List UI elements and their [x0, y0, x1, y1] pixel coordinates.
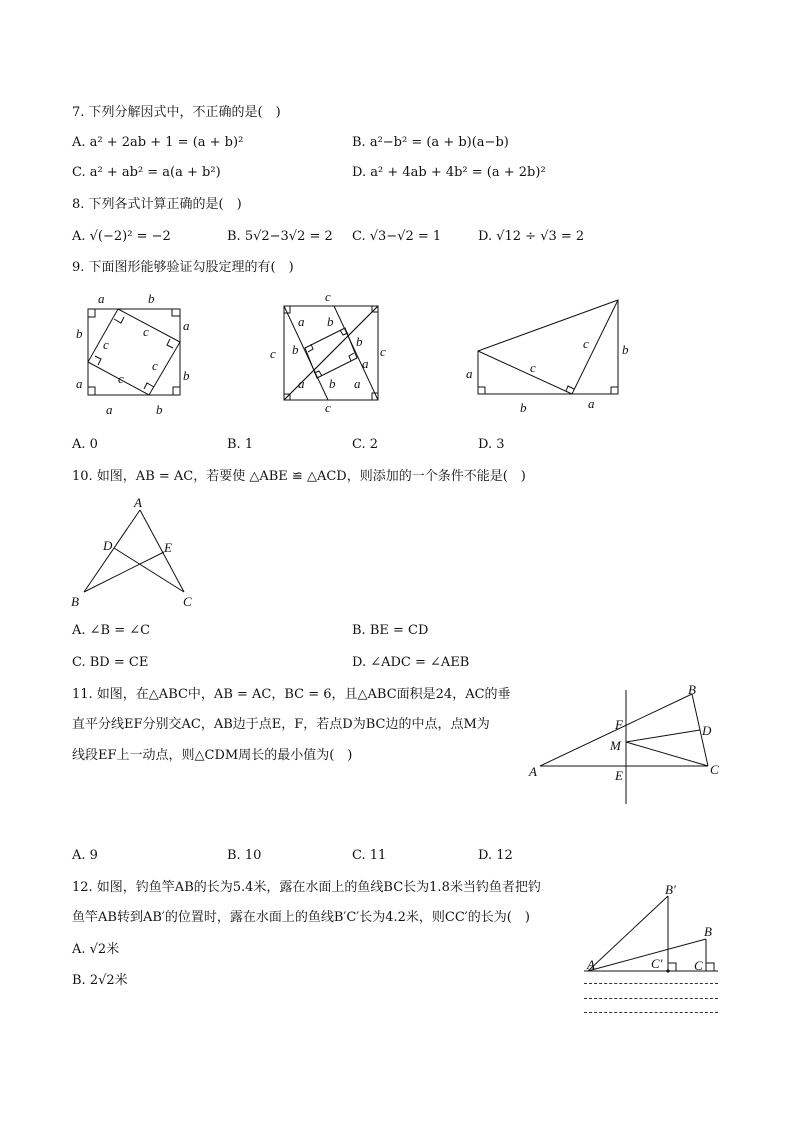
q10-label-e: E — [164, 540, 172, 555]
q11-label-e: E — [615, 768, 623, 783]
water-line-1 — [584, 983, 718, 984]
q11-option-d[interactable]: D. 12 — [478, 848, 513, 863]
q11-label-b: B — [688, 682, 696, 697]
q9-stem: 9. 下面图形能够验证勾股定理的有( ) — [72, 260, 294, 275]
q7-option-a[interactable]: A. a² + 2ab + 1 = (a + b)² — [72, 135, 244, 150]
fig1-label-1: a — [98, 291, 105, 306]
pythagoras-figure-1 — [70, 290, 200, 420]
fig2-label-12: a — [298, 376, 305, 391]
fig2-label-6: b — [327, 314, 334, 329]
q7-option-c[interactable]: C. a² + ab² = a(a + b²) — [72, 165, 221, 180]
water-line-3 — [584, 1012, 718, 1013]
q11-label-c: C — [710, 762, 719, 777]
q10-option-c[interactable]: C. BD = CE — [72, 655, 149, 670]
fig2-label-3: c — [325, 400, 331, 415]
q10-option-d[interactable]: D. ∠ADC = ∠AEB — [352, 655, 470, 670]
fig2-label-5: a — [298, 314, 305, 329]
q11-label-f: F — [615, 717, 623, 732]
fig1-label-10: c — [152, 358, 158, 373]
q12-label-c: C — [694, 958, 703, 973]
q12-option-a[interactable]: A. √2米 — [72, 942, 120, 957]
fig1-label-11: c — [118, 371, 124, 386]
q9-option-c[interactable]: C. 2 — [352, 437, 379, 452]
q11-label-a: A — [529, 764, 537, 779]
fig1-label-8: a — [76, 376, 83, 391]
q12-option-b[interactable]: B. 2√2米 — [72, 973, 128, 988]
q11-label-d: D — [702, 723, 712, 738]
q11-option-a[interactable]: A. 9 — [72, 848, 98, 863]
fig1-label-4: b — [183, 368, 190, 383]
q7-stem: 7. 下列分解因式中，不正确的是( ) — [72, 105, 281, 120]
fig3-label-3: c — [530, 360, 536, 375]
fig2-label-7: b — [356, 334, 363, 349]
q8-option-d[interactable]: D. √12 ÷ √3 = 2 — [478, 229, 585, 244]
q12-label-c-prime: C′ — [651, 956, 663, 971]
q8-option-c[interactable]: C. √3−√2 = 1 — [352, 229, 442, 244]
fig1-label-7: b — [76, 326, 83, 341]
q11-triangle-figure — [524, 682, 734, 810]
q10-label-b: B — [71, 594, 79, 609]
q10-label-a: A — [134, 496, 142, 510]
q11-stem-line-3: 线段EF上一动点，则△CDM周长的最小值为( ) — [72, 748, 353, 763]
q11-option-b[interactable]: B. 10 — [227, 848, 262, 863]
q12-stem-line-1: 12. 如图，钓鱼竿AB的长为5.4米，露在水面上的鱼线BC长为1.8米当钓鱼者把钓 — [72, 880, 541, 895]
q10-stem: 10. 如图，AB = AC，若要使 △ABE ≌ △ACD，则添加的一个条件不能是( ) — [72, 469, 526, 484]
q12-label-b-prime: B′ — [665, 882, 676, 897]
fig2-label-11: b — [292, 342, 299, 357]
pythagoras-figure-3 — [460, 290, 635, 420]
fig2-label-4: c — [270, 346, 276, 361]
fig3-label-5: b — [622, 342, 629, 357]
q8-option-a[interactable]: A. √(−2)² = −2 — [72, 229, 171, 244]
q12-label-b: B — [704, 924, 712, 939]
q10-option-a[interactable]: A. ∠B = ∠C — [72, 623, 151, 638]
fig2-label-8: a — [362, 356, 369, 371]
q10-option-b[interactable]: B. BE = CD — [352, 623, 429, 638]
q10-label-c: C — [183, 594, 192, 609]
fig3-label-4: c — [583, 336, 589, 351]
q11-label-m: M — [610, 738, 621, 753]
q9-option-b[interactable]: B. 1 — [227, 437, 254, 452]
q8-option-b[interactable]: B. 5√2−3√2 = 2 — [227, 229, 333, 244]
q8-stem: 8. 下列各式计算正确的是( ) — [72, 197, 242, 212]
q12-stem-line-2: 鱼竿AB转到AB′的位置时，露在水面上的鱼线B′C′长为4.2米，则CC′的长为( ) — [72, 910, 530, 925]
fig2-label-10: b — [329, 376, 336, 391]
q11-stem-line-1: 11. 如图，在△ABC中，AB = AC，BC = 6，且△ABC面积是24，AC的垂 — [72, 687, 511, 702]
q12-label-a: A — [587, 957, 595, 972]
fig1-label-5: b — [156, 402, 163, 417]
q10-label-d: D — [103, 538, 113, 553]
q7-option-d[interactable]: D. a² + 4ab + 4b² = (a + 2b)² — [352, 165, 546, 180]
q9-option-d[interactable]: D. 3 — [478, 437, 505, 452]
water-line-2 — [584, 998, 718, 999]
q9-option-a[interactable]: A. 0 — [72, 437, 98, 452]
fig2-label-9: a — [354, 376, 361, 391]
pythagoras-figure-2 — [262, 290, 392, 420]
fig1-label-9: c — [143, 324, 149, 339]
q11-stem-line-2: 直平分线EF分别交AC，AB边于点E，F，若点D为BC边的中点，点M为 — [72, 717, 490, 732]
fig1-label-2: b — [148, 291, 155, 306]
fig1-label-6: a — [106, 402, 113, 417]
q10-triangle-figure — [68, 496, 208, 612]
fig3-label-6: a — [588, 396, 595, 411]
fig2-label-1: c — [325, 290, 331, 304]
fig3-label-2: b — [520, 400, 527, 415]
fig2-label-2: c — [380, 344, 386, 359]
q7-option-b[interactable]: B. a²−b² = (a + b)(a−b) — [352, 135, 509, 150]
fig3-label-1: a — [466, 366, 473, 381]
q11-option-c[interactable]: C. 11 — [352, 848, 387, 863]
fishing-rod-figure — [580, 880, 725, 975]
fig1-label-12: c — [103, 337, 109, 352]
fig1-label-3: a — [183, 318, 190, 333]
